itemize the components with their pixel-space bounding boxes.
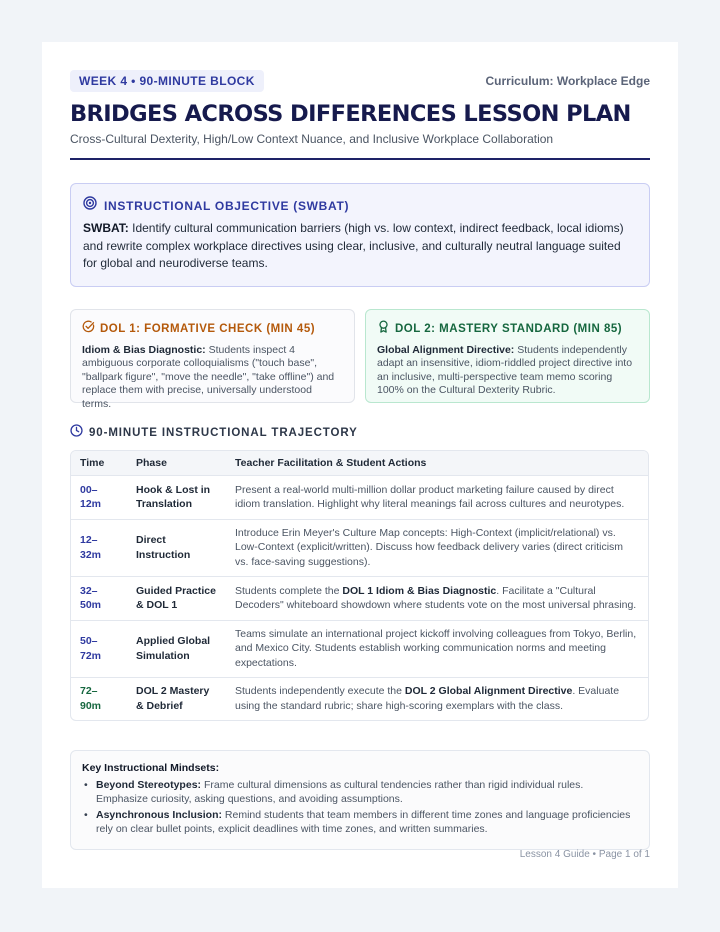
dol2-lead: Global Alignment Directive: xyxy=(377,343,515,356)
row-actions xyxy=(226,577,648,621)
dol2-header xyxy=(377,320,638,338)
dol1-text xyxy=(82,344,343,412)
check-circle-icon xyxy=(82,320,95,338)
page-subtitle: Cross-Cultural Dexterity, High/Low Context Nuance, and Inclusive Workplace Collaboration xyxy=(70,132,554,146)
objective-lead: SWBAT: xyxy=(83,221,129,235)
row-time: 12–32m xyxy=(71,520,127,577)
objective-card xyxy=(70,183,650,287)
objective-text xyxy=(83,220,637,273)
week-badge: WEEK 4 • 90-MINUTE BLOCK xyxy=(70,70,264,92)
row-phase: Direct Instruction xyxy=(127,520,226,577)
dol2-body: Students independently adapt an insensitive, idiom-riddled project directive into an inclusive, multi-perspective team memo scoring 100% on the Cultural Dexterity Rubric. xyxy=(377,343,633,397)
header-topbar xyxy=(70,70,650,92)
row-actions-text: Introduce Erin Meyer's Culture Map concepts: High-Context (implicit/relational) vs. Low-Context (explicit/written). Discuss how feedback delivery varies (direct criticism vs. face-saving suggestions). xyxy=(235,526,624,568)
row-time: 72–90m xyxy=(80,685,102,712)
row-actions-text: . Evaluate using the standard rubric; share high-scoring exemplars with the class. xyxy=(235,685,620,712)
table-row xyxy=(71,476,648,520)
curriculum-label: Curriculum: Workplace Edge xyxy=(485,74,650,88)
objective-heading: INSTRUCTIONAL OBJECTIVE (SWBAT) xyxy=(104,198,350,213)
row-actions-highlight: DOL 2 Global Alignment Directive xyxy=(404,685,573,698)
row-phase: Applied Global Simulation xyxy=(127,621,226,678)
row-actions-text: Teams simulate an international project kickoff involving colleagues from Tokyo, Berlin, and Mexico City. Students establish working communication norms and meeting expectations. xyxy=(235,627,637,669)
mindset-text: Frame cultural dimensions as cultural tendencies rather than rigid individual rules. Emphasize curiosity, asking questions, and avoiding assumptions. xyxy=(96,778,584,806)
column-header-actions: Teacher Facilitation & Student Actions xyxy=(226,451,648,476)
table-header-row xyxy=(71,451,648,476)
mindsets-list xyxy=(82,778,638,837)
row-phase: DOL 2 Mastery & Debrief xyxy=(136,685,210,712)
page-title: BRIDGES ACROSS DIFFERENCES LESSON PLAN xyxy=(70,101,631,127)
row-actions xyxy=(226,520,648,577)
row-time: 32–50m xyxy=(71,577,127,621)
trajectory-table xyxy=(70,450,649,721)
mindsets-card xyxy=(70,750,650,850)
award-icon xyxy=(377,320,390,338)
table-row xyxy=(71,678,648,720)
target-icon xyxy=(83,196,97,215)
title-divider xyxy=(70,158,650,160)
table-row xyxy=(71,621,648,678)
table-row xyxy=(71,577,648,621)
dol1-header xyxy=(82,320,343,338)
dol1-card xyxy=(70,309,355,410)
row-actions-text: . Facilitate a "Cultural Decoders" whiteboard showdown where students vote on the most universal phrasing. xyxy=(235,584,637,611)
mindset-lead: Beyond Stereotypes: xyxy=(96,778,202,791)
page-content xyxy=(70,70,650,850)
mindset-text: Remind students that team members in different time zones and language proficiencies rely on clear bullet points, explicit deadlines with time zones, and written summaries. xyxy=(96,808,631,836)
table-row xyxy=(71,520,648,577)
row-time: 00–12m xyxy=(71,476,127,520)
list-item xyxy=(82,808,638,837)
mindset-lead: Asynchronous Inclusion: xyxy=(96,808,223,821)
page-footer: Lesson 4 Guide • Page 1 of 1 xyxy=(519,849,650,860)
objective-header xyxy=(83,196,637,215)
row-actions-highlight: DOL 1 Idiom & Bias Diagnostic xyxy=(342,584,497,597)
row-actions-text: Students independently execute the xyxy=(235,685,405,698)
clock-icon xyxy=(70,424,83,442)
dol-cards xyxy=(70,309,650,410)
row-actions xyxy=(226,678,648,720)
row-actions xyxy=(226,621,648,678)
dol2-card xyxy=(365,309,650,403)
dol1-heading: DOL 1: FORMATIVE CHECK (MIN 45) xyxy=(100,322,316,335)
row-actions-text: Present a real-world multi-million dollar product marketing failure caused by direct idiom translation. Highlight why literal meanings fail across cultures and neurotypes. xyxy=(235,483,625,510)
objective-body: Identify cultural communication barriers (high vs. low context, indirect feedback, local idioms) and rewrite complex workplace directives using clear, inclusive, and culturally neutral language suited for global and neurodiverse teams. xyxy=(83,221,624,270)
dol2-heading: DOL 2: MASTERY STANDARD (MIN 85) xyxy=(395,322,623,335)
dol1-body: Students inspect 4 ambiguous corporate colloquialisms ("touch base", "ballpark figure", "move the needle", "take offline") and replace them with precise, universally understood terms. xyxy=(82,343,335,410)
row-time: 50–72m xyxy=(71,621,127,678)
trajectory-heading: 90-MINUTE INSTRUCTIONAL TRAJECTORY xyxy=(89,426,358,439)
row-phase: Hook & Lost in Translation xyxy=(127,476,226,520)
dol1-lead: Idiom & Bias Diagnostic: xyxy=(82,343,206,356)
list-item xyxy=(82,778,638,807)
column-header-phase: Phase xyxy=(127,451,226,476)
row-actions-text: Students complete the xyxy=(235,584,343,597)
dol2-text xyxy=(377,344,638,398)
row-phase: Guided Practice & DOL 1 xyxy=(127,577,226,621)
trajectory-header xyxy=(70,424,650,442)
column-header-time: Time xyxy=(71,451,127,476)
row-actions xyxy=(226,476,648,520)
mindsets-heading: Key Instructional Mindsets: xyxy=(82,761,220,774)
lesson-plan-page xyxy=(42,42,678,888)
